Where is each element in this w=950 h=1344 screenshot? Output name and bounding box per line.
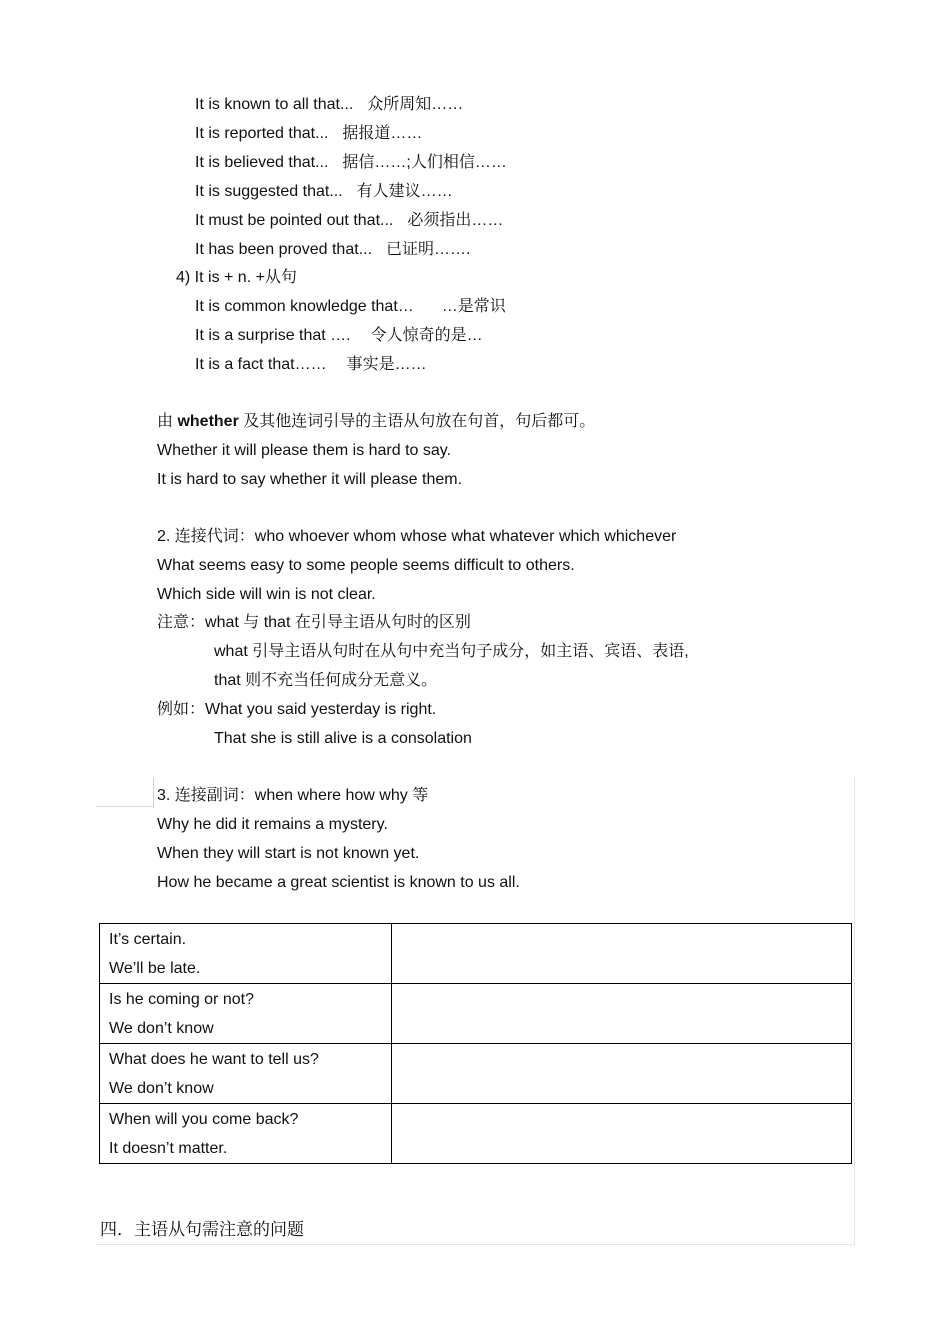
phrase-en: It is known to all that...: [195, 96, 354, 113]
phrase-line: [195, 355, 427, 375]
example-sentence: When they will start is not known yet.: [157, 845, 420, 862]
question-cell: [100, 1104, 392, 1164]
answer-cell[interactable]: [392, 1104, 852, 1164]
question-line: We don’t know: [109, 1080, 214, 1097]
phrase-line: [195, 124, 422, 144]
question-line: It doesn’t matter.: [109, 1140, 228, 1157]
phrase-line: [195, 240, 470, 260]
phrase-cn: 众所周知……: [367, 96, 464, 113]
question-line: We’ll be late.: [109, 960, 201, 977]
phrase-en: It is a fact that……: [195, 356, 327, 373]
example-label: 例如：: [157, 701, 206, 718]
question-cell: [100, 984, 392, 1044]
phrase-en: It is believed that...: [195, 154, 329, 171]
phrase-cn: 令人惊奇的是…: [370, 327, 483, 344]
question-line: When will you come back?: [109, 1111, 299, 1128]
question-cell: [100, 924, 392, 984]
note-that: that 则不充当任何成分无意义。: [214, 672, 438, 689]
phrase-cn: 必须指出……: [407, 212, 504, 229]
example-sentence: Why he did it remains a mystery.: [157, 816, 388, 833]
exercise-table: [99, 923, 852, 1164]
example-line: [157, 700, 436, 720]
note-what: what 引导主语从句时在从句中充当句子成分，如主语、宾语、表语,: [214, 643, 689, 660]
table-row: [100, 1044, 852, 1104]
question-line: Is he coming or not?: [109, 991, 254, 1008]
table-row: [100, 1104, 852, 1164]
phrase-line: [195, 182, 453, 202]
question-cell: [100, 1044, 392, 1104]
table-row: [100, 984, 852, 1044]
whether-keyword: whether: [177, 413, 239, 430]
phrase-cn: 事实是……: [346, 356, 427, 373]
table-row: [100, 924, 852, 984]
answer-cell[interactable]: [392, 924, 852, 984]
section-2-heading: 2. 连接代词：who whoever whom whose what whatever which whichever: [157, 528, 677, 545]
phrase-en: It is a surprise that ….: [195, 327, 351, 344]
example-sentence: What you said yesterday is right.: [205, 701, 437, 718]
section-3-heading: 3. 连接副词：when where how why 等: [157, 787, 429, 804]
phrase-line: [195, 211, 503, 231]
phrase-line: [195, 95, 463, 115]
phrase-en: It is reported that...: [195, 125, 329, 142]
question-line: It’s certain.: [109, 931, 187, 948]
example-sentence: Whether it will please them is hard to say.: [157, 442, 452, 459]
whether-suffix: 及其他连词引导的主语从句放在句首，句后都可。: [238, 413, 596, 430]
example-sentence: It is hard to say whether it will please them.: [157, 471, 463, 488]
example-sentence: What seems easy to some people seems difficult to others.: [157, 557, 575, 574]
item4-heading: 4) It is + n. +从句: [176, 269, 297, 286]
question-line: What does he want to tell us?: [109, 1051, 319, 1068]
frame-corner-mark: [96, 806, 153, 807]
phrase-cn: 据报道……: [342, 125, 423, 142]
example-sentence: That she is still alive is a consolation: [214, 730, 472, 747]
note-line: [157, 613, 471, 633]
phrase-line: [195, 297, 506, 317]
phrase-cn: 据信……;人们相信……: [342, 154, 507, 171]
note-label: 注意：: [157, 614, 206, 631]
phrase-en: It must be pointed out that...: [195, 212, 394, 229]
question-line: We don’t know: [109, 1020, 214, 1037]
phrase-en: It has been proved that...: [195, 241, 373, 258]
phrase-cn: 已证明…….: [386, 241, 471, 258]
example-sentence: How he became a great scientist is known to us all.: [157, 874, 520, 891]
example-sentence: Which side will win is not clear.: [157, 586, 376, 603]
phrase-cn: …是常识: [441, 298, 506, 315]
note-title: what 与 that 在引导主语从句时的区别: [205, 614, 471, 631]
whether-note: [157, 412, 595, 432]
frame-corner-mark: [153, 778, 154, 808]
answer-cell[interactable]: [392, 984, 852, 1044]
answer-cell[interactable]: [392, 1044, 852, 1104]
phrase-line: [195, 153, 507, 173]
phrase-en: It is common knowledge that…: [195, 298, 414, 315]
phrase-cn: 有人建议……: [356, 183, 453, 200]
section-4-heading: 四．主语从句需注意的问题: [100, 1220, 304, 1239]
phrase-en: It is suggested that...: [195, 183, 343, 200]
phrase-line: [195, 326, 483, 346]
whether-prefix: 由: [157, 413, 178, 430]
